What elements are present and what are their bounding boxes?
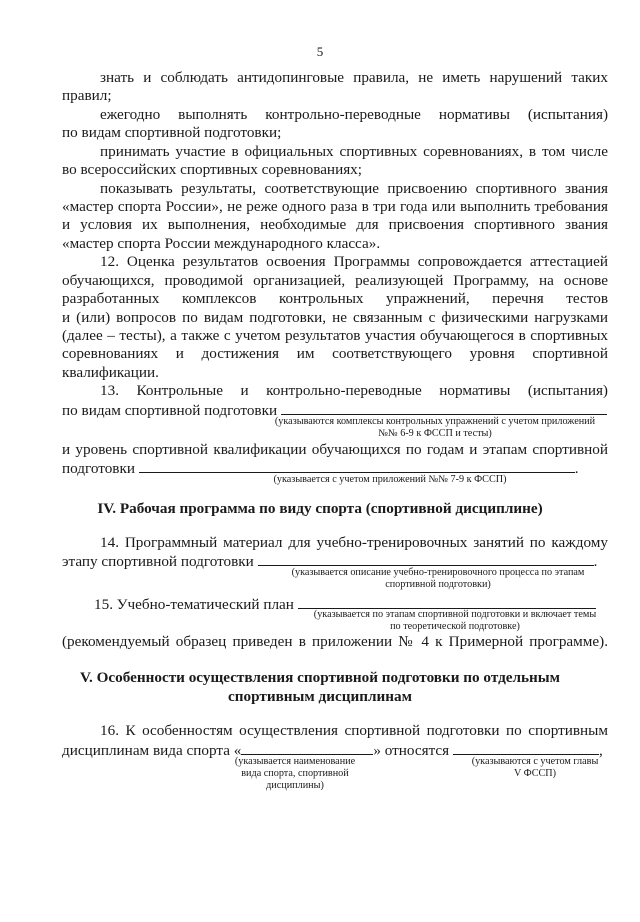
text-line: 13. Контрольные и контрольно-переводные нормативы (испытания) [100, 382, 608, 399]
text-line: знать и соблюдать антидопинговые правила, не иметь нарушений таких [100, 69, 608, 86]
fill-label: дисциплинам вида спорта « [62, 742, 242, 759]
fill-blank [281, 401, 607, 415]
text-line: и уровень спортивной квалификации обучающихся по годам и этапам спортивной [62, 441, 608, 458]
fill-caption: V ФССП) [513, 768, 557, 779]
page-number: 5 [316, 44, 324, 59]
fill-blank [298, 595, 596, 609]
fill-caption: дисциплины) [266, 780, 324, 791]
fill-caption: спортивной подготовки) [385, 579, 491, 590]
fill-caption: (указывается с учетом приложений №№ 7-9 к ФССП) [273, 474, 507, 485]
fill-label: 15. Учебно-тематический план [94, 596, 294, 613]
fill-caption: №№ 6-9 к ФССП и тесты) [378, 428, 492, 439]
text-line: (рекомендуемый образец приведен в приложении № 4 к Примерной программе). [62, 633, 608, 650]
fill-blank [258, 552, 594, 566]
text-line: (далее – тесты), а также с учетом результатов участия обучающегося в спортивных [62, 327, 608, 344]
text-line: и условия их выполнения, необходимые для присвоения спортивного звания [62, 216, 608, 233]
fill-caption: (указывается наименование [234, 756, 356, 767]
text-line: разработанных комплексов контрольных упражнений, перечня тестов [62, 290, 608, 307]
text-line: показывать результаты, соответствующие присвоению спортивного звания [100, 180, 608, 197]
text-line: соревнованиях и достижения им соответствующего уровня спортивной [62, 345, 608, 362]
text-line: и (или) вопросов по видам подготовки, не связанным с физическими нагрузками [62, 309, 608, 326]
punct-dot: . [574, 460, 579, 477]
text-line: 14. Программный материал для учебно-тренировочных занятий по каждому [100, 534, 608, 551]
text-line: во всероссийских спортивных соревнованиях; [62, 161, 362, 178]
fill-caption: (указывается описание учебно-тренировочного процесса по этапам [291, 567, 585, 578]
fill-label: по видам спортивной подготовки [62, 402, 278, 419]
text-line: по видам спортивной подготовки; [62, 124, 282, 141]
fill-label: этапу спортивной подготовки [62, 553, 254, 570]
punct-dot: . [593, 553, 598, 570]
text-line: ежегодно выполнять контрольно-переводные нормативы (испытания) [100, 106, 608, 123]
fill-caption: (указываются с учетом главы [471, 756, 599, 767]
section-heading-v-cont: спортивным дисциплинам [228, 688, 412, 705]
text-line: «мастер спорта России», не реже одного раза в три года или выполнить требования [62, 198, 608, 215]
text-line: обучающихся, проводимой организацией, реализующей Программу, на основе [62, 272, 608, 289]
fill-label: » относятся [373, 742, 450, 759]
fill-caption: по теоретической подготовке) [390, 621, 520, 632]
fill-blank [139, 459, 575, 473]
punct-comma: , [598, 742, 603, 759]
fill-caption: вида спорта, спортивной [241, 768, 349, 779]
text-line: принимать участие в официальных спортивных соревнованиях, в том числе [100, 143, 608, 160]
text-line: «мастер спорта России международного класса». [62, 235, 381, 252]
fill-blank-features [453, 741, 599, 755]
fill-caption: (указываются комплексы контрольных упражнений с учетом приложений [274, 416, 596, 427]
text-line: квалификации. [62, 364, 159, 381]
fill-label: подготовки [62, 460, 135, 477]
text-line: 16. К особенностям осуществления спортивной подготовки по спортивным [100, 722, 608, 739]
text-line: правил; [62, 87, 112, 104]
section-heading-iv: IV. Рабочая программа по виду спорта (спортивной дисциплине) [97, 500, 543, 517]
fill-blank-sport [241, 741, 373, 755]
fill-caption: (указывается по этапам спортивной подготовки и включает темы [313, 609, 597, 620]
text-line: 12. Оценка результатов освоения Программы сопровождается аттестацией [100, 253, 608, 270]
section-heading-v: V. Особенности осуществления спортивной подготовки по отдельным [79, 669, 561, 686]
